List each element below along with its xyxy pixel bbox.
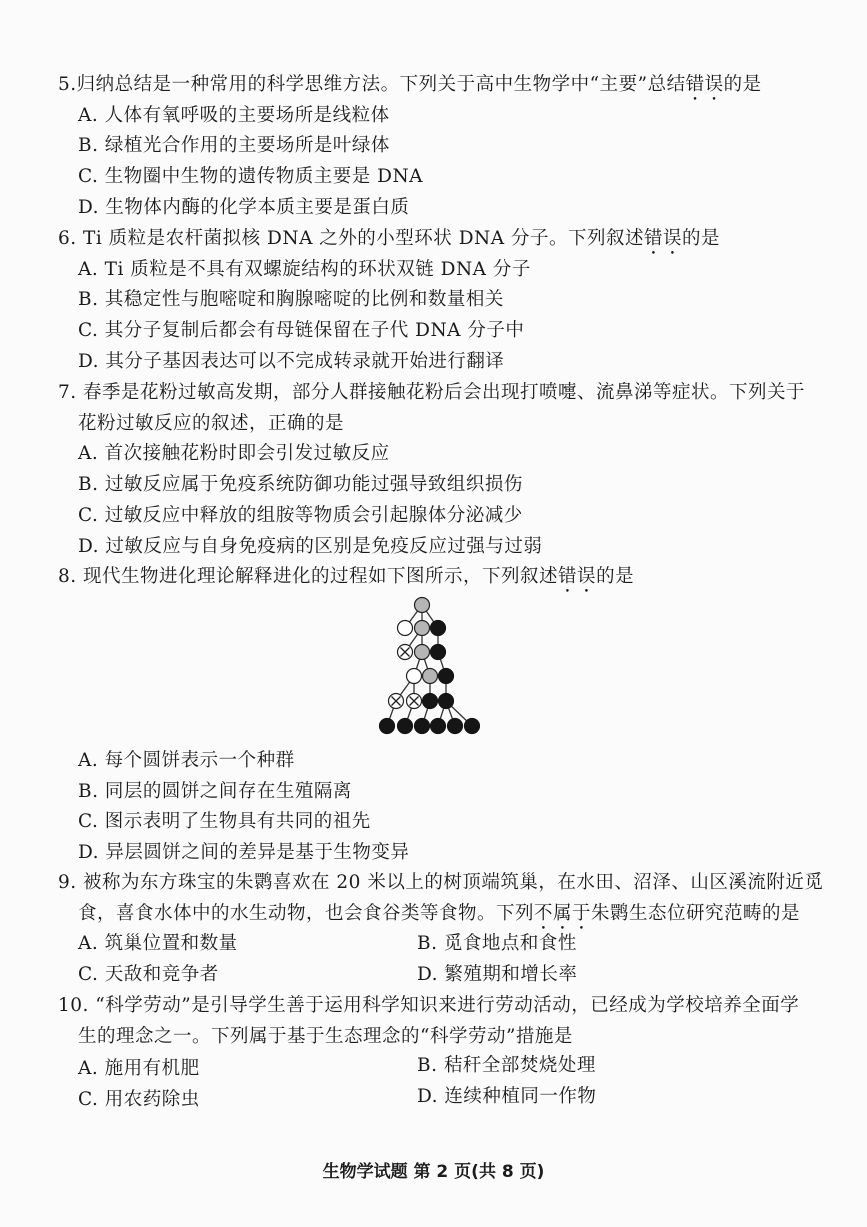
q7-option-b: B. 过敏反应属于免疫系统防御功能过强导致组织损伤 <box>78 474 523 495</box>
q7-stem-line2: 花粉过敏反应的叙述，正确的是 <box>78 413 345 434</box>
tree-node <box>415 621 430 636</box>
tree-node <box>448 719 463 734</box>
q6-stem <box>58 227 720 259</box>
q8-option-a: A. 每个圆饼表示一个种群 <box>78 750 295 771</box>
q9-option-a: A. 筑巢位置和数量 <box>78 933 238 954</box>
q9-option-d: D. 繁殖期和增长率 <box>417 964 578 985</box>
tree-node <box>407 669 422 684</box>
q7-stem-line1: 7. 春季是花粉过敏高发期，部分人群接触花粉后会出现打喷嚏、流鼻涕等症状。下列关于 <box>58 382 806 403</box>
q5-stem-text: 5.归纳总结是一种常用的科学思维方法。下列关于高中生物学中“主要”总结 <box>58 74 686 95</box>
tree-node <box>398 719 413 734</box>
q9-option-b: B. 觅食地点和食性 <box>417 933 577 954</box>
evolution-tree-diagram <box>370 596 480 738</box>
q8-option-c: C. 图示表明了生物具有共同的祖先 <box>78 811 371 832</box>
q5-stem <box>58 73 762 105</box>
q9-stem-tail: 朱鹮生态位研究范畴的是 <box>591 903 801 924</box>
tree-node <box>415 645 430 660</box>
q8-option-d: D. 异层圆饼之间的差异是基于生物变异 <box>78 842 410 863</box>
tree-node-extinct <box>389 694 404 709</box>
q9-stem-text: 食，喜食水体中的水生动物，也会食谷类等食物。下列 <box>78 903 535 924</box>
q10-option-a: A. 施用有机肥 <box>78 1058 200 1079</box>
q5-option-d: D. 生物体内酶的化学本质主要是蛋白质 <box>78 197 410 218</box>
tree-node <box>465 719 480 734</box>
q10-option-d: D. 连续种植同一作物 <box>417 1086 597 1107</box>
q5-option-b: B. 绿植光合作用的主要场所是叶绿体 <box>78 135 390 156</box>
tree-node <box>415 719 430 734</box>
q7-option-d: D. 过敏反应与自身免疫病的区别是免疫反应过强与过弱 <box>78 536 543 557</box>
q5-stem-tail: 的是 <box>723 74 762 95</box>
q6-option-b: B. 其稳定性与胞嘧啶和胸腺嘧啶的比例和数量相关 <box>78 289 504 310</box>
tree-node-extinct <box>407 694 422 709</box>
q10-stem-line2: 生的理念之一。下列属于基于生态理念的“科学劳动”措施是 <box>78 1026 573 1047</box>
q5-option-c: C. 生物圈中生物的遗传物质主要是 DNA <box>78 166 424 187</box>
q5-option-a: A. 人体有氧呼吸的主要场所是线粒体 <box>78 105 390 126</box>
q8-option-b: B. 同层的圆饼之间存在生殖隔离 <box>78 781 352 802</box>
tree-node <box>431 645 446 660</box>
tree-node-extinct <box>398 645 413 660</box>
tree-node <box>415 598 430 613</box>
q6-stem-tail: 的是 <box>681 228 720 249</box>
q8-stem-tail: 的是 <box>596 566 635 587</box>
q8-stem <box>58 565 634 597</box>
q9-stem-line1: 9. 被称为东方珠宝的朱鹮喜欢在 20 米以上的树顶端筑巢，在水田、沼泽、山区溪流附近觅 <box>58 872 824 893</box>
tree-node <box>398 621 413 636</box>
q8-stem-text: 8. 现代生物进化理论解释进化的过程如下图所示，下列叙述 <box>58 566 559 587</box>
page-footer: 生物学试题 第 2 页(共 8 页) <box>322 1162 545 1182</box>
q6-option-c: C. 其分子复制后都会有母链保留在子代 DNA 分子中 <box>78 320 525 341</box>
tree-node <box>439 669 454 684</box>
q6-stem-emphasis: 错误 <box>643 228 682 249</box>
q9-stem-line2 <box>78 902 800 934</box>
tree-node <box>380 719 395 734</box>
tree-node <box>439 694 454 709</box>
q6-option-a: A. Ti 质粒是不具有双螺旋结构的环状双链 DNA 分子 <box>78 259 531 280</box>
q5-stem-emphasis: 错误 <box>685 74 724 95</box>
tree-node <box>423 694 438 709</box>
q6-option-d: D. 其分子基因表达可以不完成转录就开始进行翻译 <box>78 351 505 372</box>
q9-stem-emphasis: 不属于 <box>534 903 592 924</box>
tree-node <box>431 621 446 636</box>
q8-stem-emphasis: 错误 <box>558 566 597 587</box>
q7-option-a: A. 首次接触花粉时即会引发过敏反应 <box>78 443 390 464</box>
q6-stem-text: 6. Ti 质粒是农杆菌拟核 DNA 之外的小型环状 DNA 分子。下列叙述 <box>58 228 644 249</box>
q9-option-c: C. 天敌和竞争者 <box>78 964 219 985</box>
tree-node <box>431 719 446 734</box>
q10-stem-line1: 10. “科学劳动”是引导学生善于运用科学知识来进行劳动活动，已经成为学校培养全面学 <box>58 995 800 1016</box>
q10-option-b: B. 秸秆全部焚烧处理 <box>417 1055 596 1076</box>
tree-node <box>423 669 438 684</box>
q10-option-c: C. 用农药除虫 <box>78 1089 200 1110</box>
q7-option-c: C. 过敏反应中释放的组胺等物质会引起腺体分泌减少 <box>78 505 523 526</box>
